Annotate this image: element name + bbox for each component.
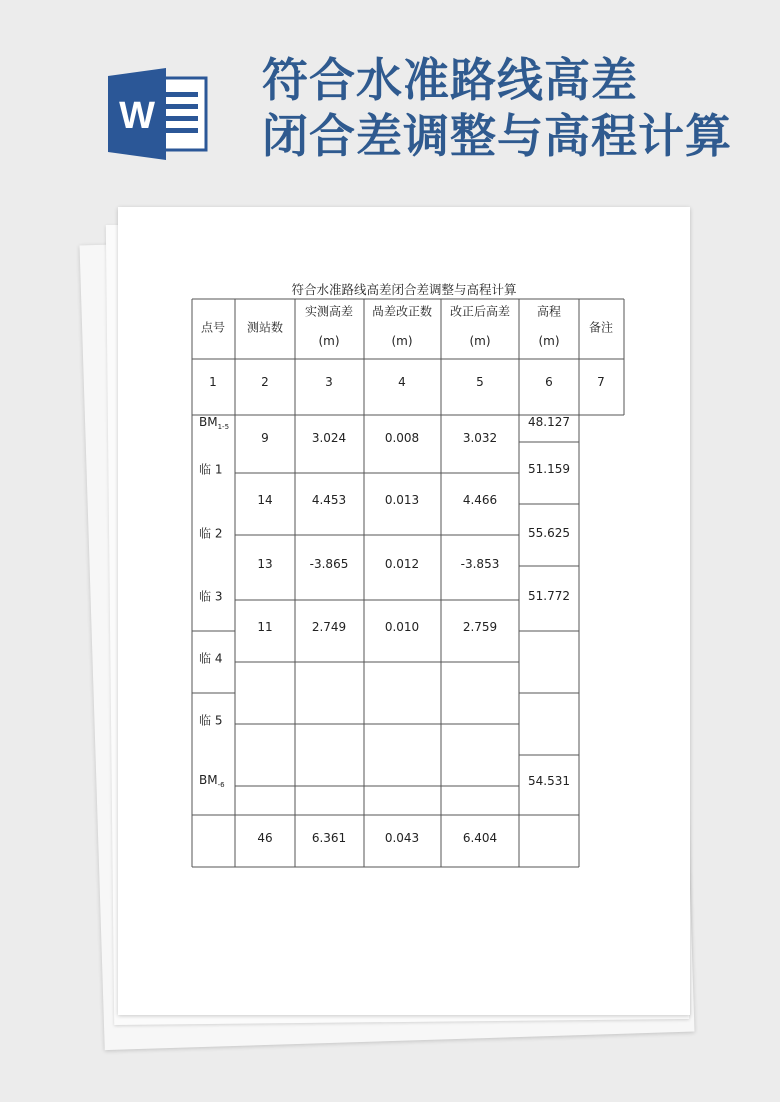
index-cell: 4	[398, 375, 406, 389]
index-cell: 7	[597, 375, 605, 389]
point-name: 临 1	[199, 462, 223, 477]
header-measured: 实测高差	[304, 304, 354, 319]
header-point: 点号	[200, 320, 226, 335]
header-elevation: 高程	[536, 304, 562, 319]
total-correction: 0.043	[384, 831, 420, 845]
svg-text:W: W	[119, 95, 155, 137]
segment-measured: 2.749	[311, 620, 347, 634]
header	[0, 0, 780, 190]
segment-stations: 9	[261, 431, 269, 445]
header-unit: (m)	[538, 334, 560, 348]
header-unit: (m)	[391, 334, 413, 348]
point-name: 临 4	[199, 651, 223, 666]
total-corrected: 6.404	[462, 831, 498, 845]
segment-corrected: 2.759	[462, 620, 498, 634]
elevation-value: 54.531	[528, 774, 570, 788]
header-stations: 测站数	[246, 320, 284, 335]
point-name: 临 2	[199, 526, 223, 541]
header-unit: (m)	[318, 334, 340, 348]
point-bm-start: $BM_{1-5}$	[199, 414, 230, 432]
title-line-1: 符合水准路线高差	[262, 53, 638, 107]
segment-stations: 13	[257, 557, 273, 571]
segment-correction: 0.010	[384, 620, 420, 634]
header-remarks: 备注	[588, 320, 614, 335]
elevation-value: 55.625	[528, 526, 570, 540]
elevation-value: 48.127	[528, 415, 570, 429]
document-title: 符合水准路线高差闭合差调整与高程计算	[291, 282, 517, 297]
index-cell: 2	[261, 375, 269, 389]
elevation-value: 51.159	[528, 462, 570, 476]
segment-corrected: -3.853	[460, 557, 500, 571]
word-icon	[108, 68, 208, 160]
document-page	[118, 207, 690, 1015]
point-name: 临 3	[199, 589, 223, 604]
title-line-2: 闭合差调整与高程计算	[262, 109, 732, 163]
segment-measured: 3.024	[311, 431, 347, 445]
segment-measured: 4.453	[311, 493, 347, 507]
segment-correction: 0.013	[384, 493, 420, 507]
header-correction: 咼差改正数	[371, 304, 433, 319]
index-cell: 3	[325, 375, 333, 389]
segment-correction: 0.012	[384, 557, 420, 571]
point-name: 临 5	[199, 713, 223, 728]
index-cell: 1	[209, 375, 217, 389]
segment-measured: -3.865	[309, 557, 349, 571]
segment-corrected: 3.032	[462, 431, 498, 445]
segment-stations: 14	[257, 493, 273, 507]
segment-stations: 11	[257, 620, 273, 634]
index-cell: 5	[476, 375, 484, 389]
total-measured: 6.361	[311, 831, 347, 845]
total-stations: 46	[257, 831, 273, 845]
segment-correction: 0.008	[384, 431, 420, 445]
point-bm-end: $BM_{-6}$	[199, 772, 225, 790]
page-title	[262, 52, 732, 164]
elevation-value: 51.772	[528, 589, 570, 603]
segment-corrected: 4.466	[462, 493, 498, 507]
header-corrected: 改正后高差	[449, 304, 511, 319]
index-cell: 6	[545, 375, 553, 389]
header-unit: (m)	[469, 334, 491, 348]
